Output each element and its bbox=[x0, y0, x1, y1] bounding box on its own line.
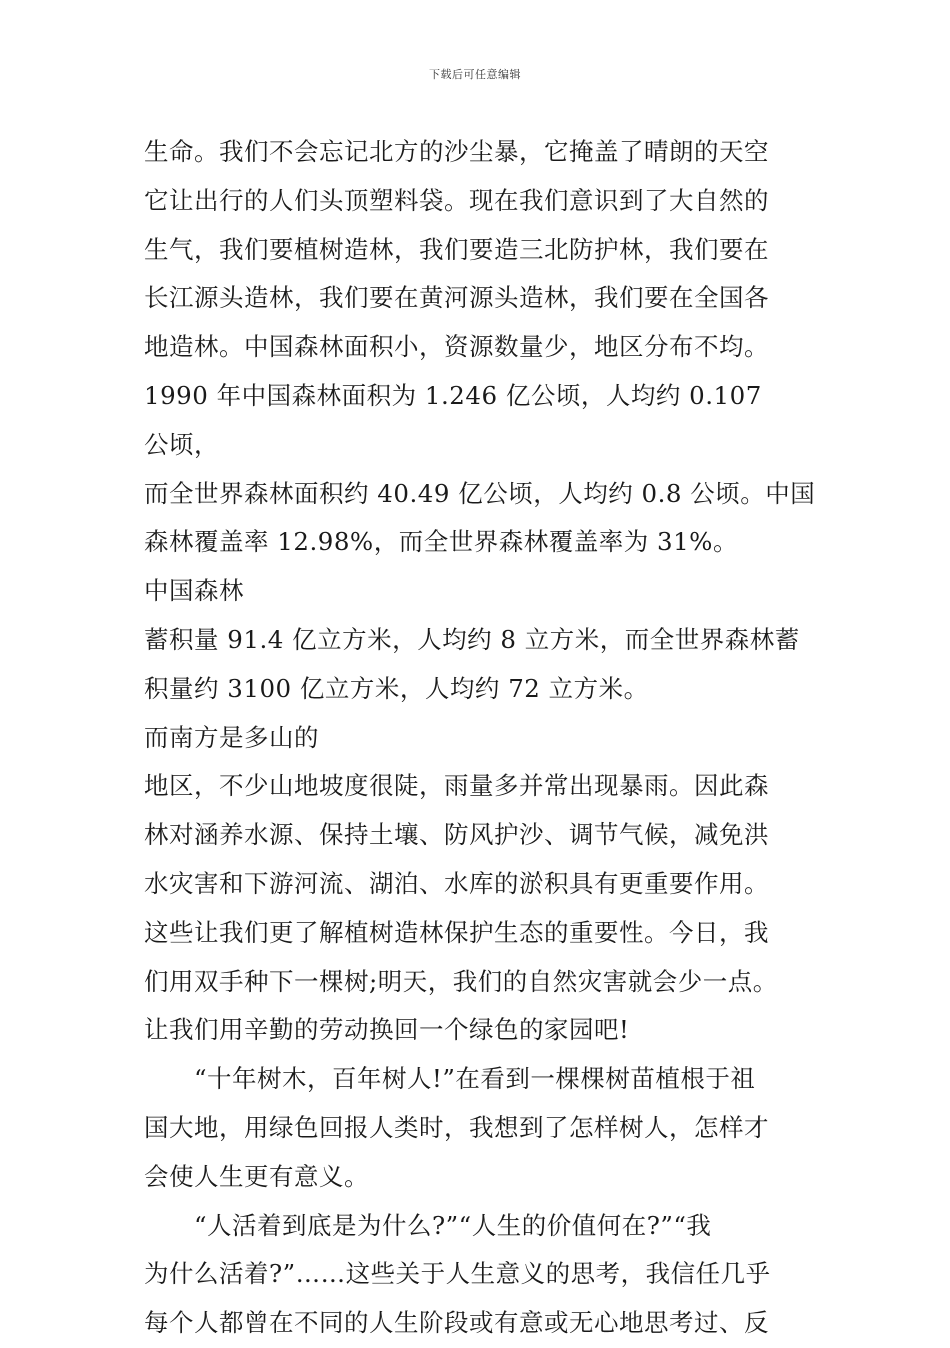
paragraph-meaning-of-life: “人活着到底是为什么?”“人生的价值何在?”“我 为什么活着?”……这些关于人生意义的思考，我信任几乎 每个人都曾在不同的人生阶段或有意或无心地思考过、反 bbox=[144, 1210, 771, 1338]
page-header: 下载后可任意编辑 bbox=[429, 68, 521, 81]
document-body bbox=[144, 128, 820, 1348]
paragraph-shunian-shuren: “十年树木，百年树人!”在看到一棵棵树苗植根于祖 国大地，用绿色回报人类时，我想到了怎样树人，怎样才 会使人生更有意义。 bbox=[144, 1064, 769, 1191]
paragraph-forest-facts: 生命。我们不会忘记北方的沙尘暴，它掩盖了晴朗的天空 它让出行的人们头顶塑料袋。现在我们意识到了大自然的 生气，我们要植树造林，我们要造三北防护林，我们要在 长江源头造林，我们要在黄河源头造林，我们要在全国各 地造林。中国森林面积小，资源数量少，地区分布不均。 1990 年中国森林面积为 1.246 亿公顷，人均约 0.107 公顷， 而全世界森林面积约 40.49 亿公顷，人均约 0.8 公顷。中国 森林覆盖率 12.98%，而全世界森林覆盖率为 31%。中国森林 蓄积量 91.4 亿立方米，人均约 8 立方米，而全世界森林蓄 积量约 3100 亿立方米，人均约 72 立方米。而南方是多山的 地区，不少山地坡度很陡，雨量多并常出现暴雨。因此森 林对涵养水源、保持土壤、防风护沙、调节气候，减免洪 水灾害和下游河流、湖泊、水库的淤积具有更重要作用。 这些让我们更了解植树造林保护生态的重要性。今日，我 们用双手种下一棵树;明天，我们的自然灾害就会少一点。 让我们用辛勤的劳动换回一个绿色的家园吧! bbox=[144, 137, 816, 1045]
